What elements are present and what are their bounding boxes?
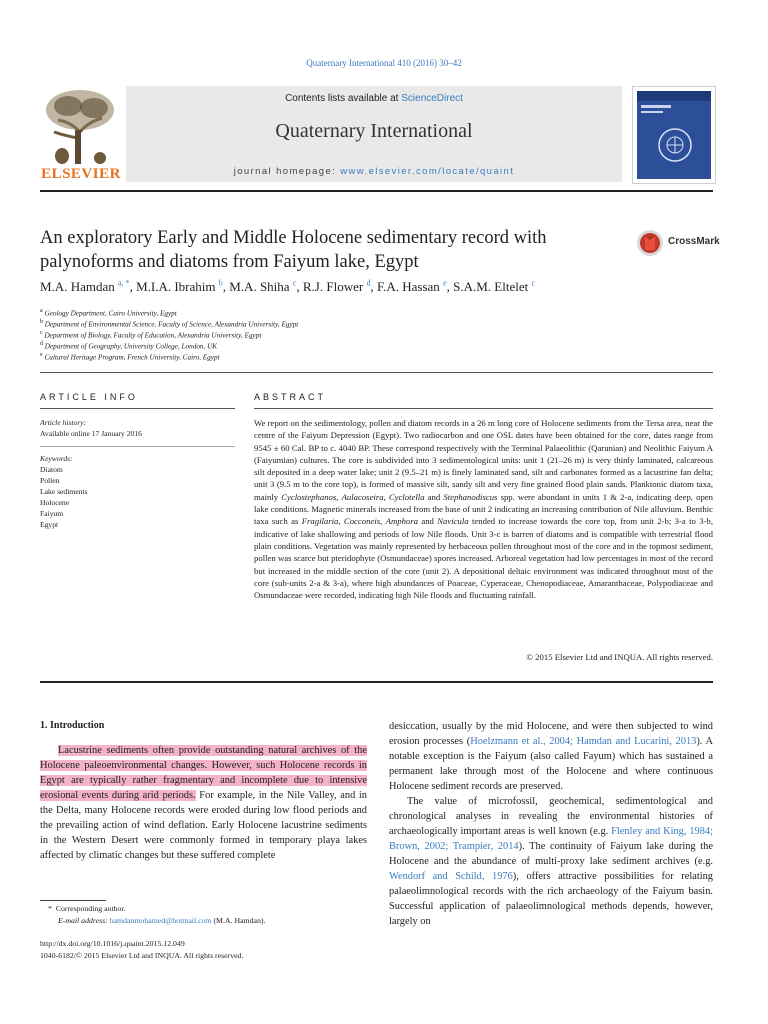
keyword-item: Holocene — [40, 498, 70, 507]
keywords-label: Keywords: — [40, 454, 73, 463]
abstract-copyright: © 2015 Elsevier Ltd and INQUA. All rights reserved. — [526, 652, 713, 662]
issn-line: 1040-6182/© 2015 Elsevier Ltd and INQUA. All rights reserved. — [40, 951, 244, 960]
keyword-item: Faiyum — [40, 509, 64, 518]
intro-heading: 1. Introduction — [40, 720, 105, 731]
author-4[interactable]: R.J. Flower $^d$, — [302, 279, 377, 295]
homepage-link[interactable]: www.elsevier.com/locate/quaint — [340, 166, 515, 177]
keyword-item: Egypt — [40, 520, 59, 529]
affiliation-d: $^d$ Department of Geography, University College, London, UK — [40, 341, 218, 351]
reference-link[interactable]: Wendorf and Schild, 1976 — [389, 871, 513, 882]
abstract-text: We report on the sedimentology, pollen and diatom records in a 26 m long core of Holocene sediments from the Tersa area, near the centre of the Faiyum Depression (Egypt). Two radiocarbon and one OSL dates have been obtained for the core, dates range from 9545 ± 60 Cal. BP to c. 4040 BP. These correspond respectively with the Terminal Palaeolithic (Qarunian) and Neolithic Faiyum A (Faiyumian) cultures. The core is subdivided into 3 sedimentological units: unit 1 (21–26 m) is very thinly laminated, calcareous silt deposited in a deep water lake; unit 2 (9.5–21 m) is finely laminated sand, silt and carbonates formed as a lacustrine fan delta; unit 3 (9.5 m to the core top), is formed of massive silt, sandy silt and very fine grained flood plain sands. Planktonic diatom taxa, mainly Cyclostephanos, Aulacoseira, Cyclotella and Stephanodiscus spp. were abundant in units 1 & 2-a, indicating deep, open lake conditions. Magnetic minerals increased from the base of unit 2 indicating an increasing contribution of Nile alluvium. Benthic taxa such as Fragilaria, Cocconeis, Amphora and Navicula tended to increase towards the core top, from unit 2-b; 3-a to 3-b, indicative of lake shallowing and periods of low Nile floods. Unit 3-c is barren of diatoms and is compatible with terrestrial flood plain conditions. Vegetation was mainly represented by herbaceous pollen throughout most of the core and in the topmost sediment, pollen was scarce but pteridophyte (Osmundaceae) spores increased. Arboreal vegetation had low percentages in most of the record but increased in the middle section of the core (unit 2). A depositional deltaic environment was indicated throughout most of the core (sub-units 2-a & 3-a), where high abundances of Poaceae, Cyperaceae, Chenopodiaceae, Amaranthaceae, Polypodiaceae and Osmundaceae were recorded, indicating high Nile floods and fluctuating rainfall. — [254, 418, 713, 601]
contents-line — [126, 93, 622, 104]
reference-link[interactable]: Flenley and King, 1984; Brown, 2002; Trampier, 2014 — [389, 826, 713, 852]
abstract-rule — [254, 408, 713, 409]
highlighted-text[interactable]: Lacustrine sediments often provide outstanding natural archives of the Holocene paleoenvironmental changes. However, such Holocene records in Egypt are typically rather fragmentary and incomplete due to intensive erosional events during arid periods. — [40, 745, 367, 801]
crossmark-icon — [636, 229, 664, 257]
author-1[interactable]: M.A. Hamdan $^{a, *}$, — [40, 279, 137, 295]
email-link[interactable]: hamdanmohamed@hotmail.com — [109, 916, 212, 925]
abstract-bottom-rule — [40, 681, 713, 683]
author-6[interactable]: S.A.M. Eltelet $^c$ — [453, 279, 536, 295]
intro-right-column — [389, 719, 713, 929]
keyword-item: Lake sediments — [40, 487, 88, 496]
journal-citation[interactable]: Quaternary International 410 (2016) 30–42 — [306, 58, 462, 68]
affiliation-b: $^b$ Department of Environmental Science, Faculty of Science, Alexandria University, Egypt — [40, 319, 299, 329]
keyword-item: Diatom — [40, 465, 63, 474]
footnote-rule — [40, 900, 106, 901]
crossmark-label: CrossMark — [668, 236, 720, 247]
affiliation-e: $^e$ Cultural Heritage Program, French University, Cairo, Egypt — [40, 352, 220, 362]
publisher-logo-text: ELSEVIER — [41, 166, 121, 182]
intro-left-column: Lacustrine sediments often provide outstanding natural archives of the Holocene paleoenvironmental changes. However, such Holocene records in Egypt are typically rather fragmentary and incomplete due to intensive erosional events during arid periods. For example, in the Nile Valley, and in the Delta, many Holocene records were eroded during low flood periods and the prevailing action of wind deflation. Early Holocene lacustrine sediments in the Western Desert were commonly formed in temporary playa lakes affected by climatic changes but these suffered complete — [40, 745, 367, 861]
keyword-item: Pollen — [40, 476, 60, 485]
email-note: E-mail address: hamdanmohamed@hotmail.com (M.A. Hamdan). — [58, 916, 266, 925]
header-rule — [40, 190, 713, 192]
crossmark-badge[interactable] — [636, 229, 720, 257]
affiliation-a: $^a$ Geology Department, Cairo University, Egypt — [40, 308, 177, 318]
affiliation-c: $^c$ Department of Biology, Faculty of Education, Alexandria University, Egypt — [40, 330, 262, 340]
intro-paragraph-1: desiccation, usually by the mid Holocene, and were then subjected to wind erosion processes (Hoelzmann et al., 2004; Hamdan and Lucarini, 2013). A notable exception is the Faiyum (also called Fayum) which has sustained a permanent lake through most of the Holocene and where continuous Holocene sediment records are preserved. — [389, 721, 713, 792]
author-list — [40, 279, 730, 295]
reference-link[interactable]: Hoelzmann et al., 2004; Hamdan and Lucarini, 2013 — [470, 736, 697, 747]
doi-link[interactable]: http://dx.doi.org/10.1016/j.quaint.2015.12.049 — [40, 939, 185, 948]
intro-paragraph-2: The value of microfossil, geochemical, sedimentological and chronological analyses in revealing the environmental histories of archaeologically important areas is well known (e.g. Flenley and King, 1984; Brown, 2002; Trampier, 2014). The continuity of Faiyum lake during the Holocene and the abundance of multi-proxy lake sediment archives (e.g. Wendorf and Schild, 1976), offers attractive possibilities for relating palaeolimnological records with the rich archaeology of the Faiyum basin. Successful application of palaeolimnological methods depends, however, largely on — [389, 796, 713, 927]
history-label: Article history: — [40, 418, 87, 427]
journal-name: Quaternary International — [275, 120, 473, 142]
history-value: Available online 17 January 2016 — [40, 429, 142, 438]
author-5[interactable]: F.A. Hassan $^e$, — [376, 279, 454, 295]
sciencedirect-link[interactable]: ScienceDirect — [401, 93, 463, 104]
corresponding-author-note: * Corresponding author. — [48, 904, 126, 913]
author-3[interactable]: M.A. Shiha $^c$, — [229, 279, 303, 295]
article-info-rule — [40, 408, 235, 409]
homepage-prefix: journal homepage: — [233, 166, 341, 177]
article-title: An exploratory Early and Middle Holocene sedimentary record with palynoforms and diatoms from Faiyum lake, Egypt — [40, 228, 547, 272]
keywords-rule — [40, 446, 235, 447]
journal-homepage — [126, 166, 622, 177]
abstract-heading: ABSTRACT — [254, 392, 327, 402]
article-info-heading: ARTICLE INFO — [40, 392, 138, 402]
contents-prefix: Contents lists available at — [285, 93, 402, 104]
author-2[interactable]: M.I.A. Ibrahim $^b$, — [136, 279, 230, 295]
journal-cover-image — [632, 86, 716, 184]
affiliation-rule — [40, 372, 713, 373]
